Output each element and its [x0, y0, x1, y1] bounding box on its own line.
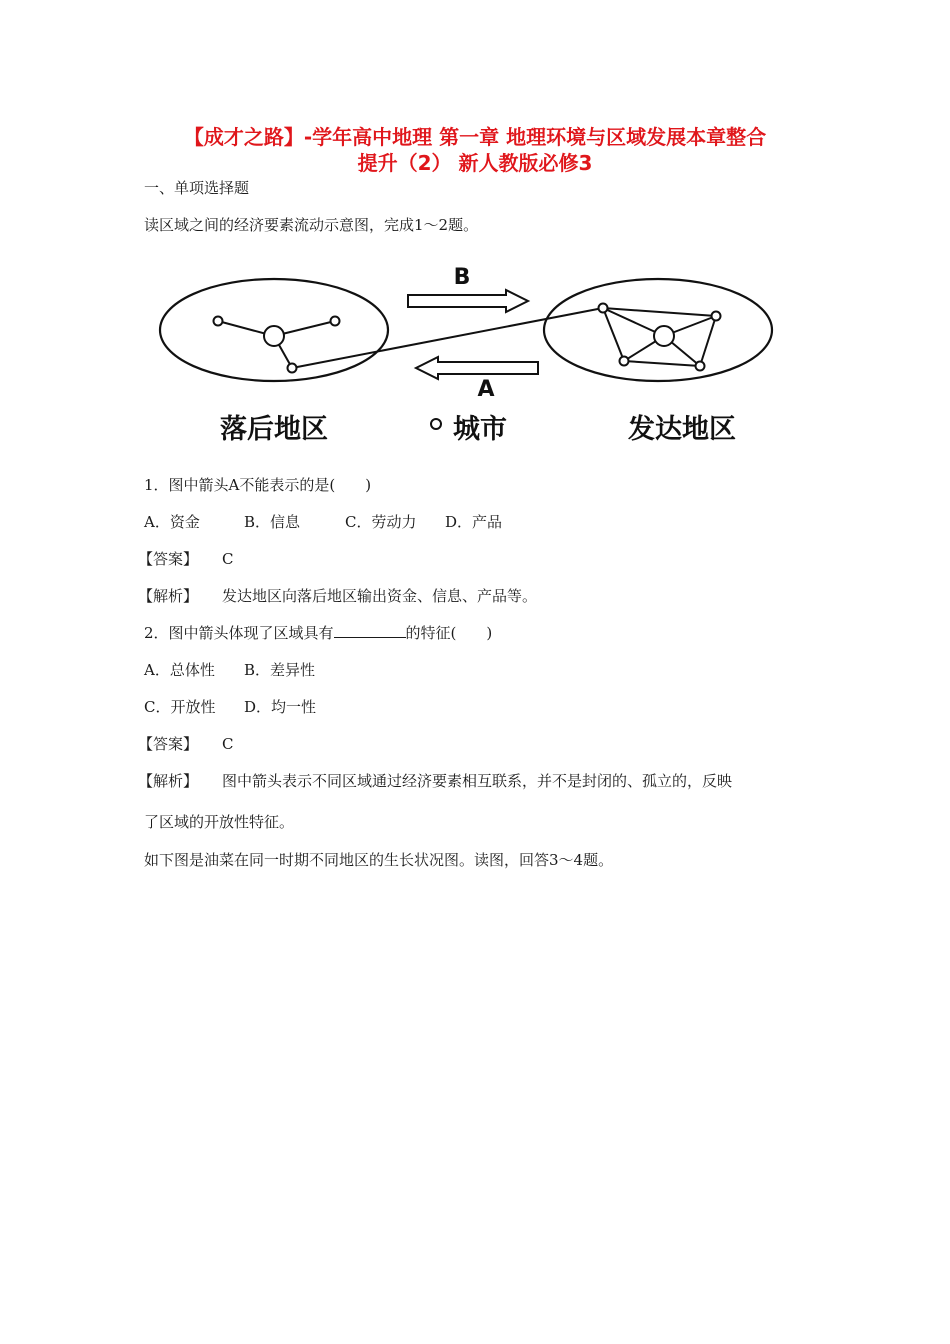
question-2-option-d: D．均一性 [244, 698, 317, 716]
answer-value: C [222, 550, 234, 568]
answer-tag: 【答案】 [138, 550, 199, 568]
question-2-stem-after: 的特征( ) [405, 624, 493, 642]
question-2-stem [144, 623, 492, 643]
question-2-analysis [138, 771, 733, 791]
question-2-stem-before: 2．图中箭头体现了区域具有 [144, 624, 334, 642]
question-1-option-d: D．产品 [445, 513, 503, 531]
analysis-tag: 【解析】 [138, 587, 199, 605]
analysis-text: 发达地区向落后地区输出资金、信息、产品等。 [222, 587, 538, 605]
question-1-option-b: B．信息 [244, 513, 301, 531]
document-title-line-1: 【成才之路】-学年高中地理 第一章 地理环境与区域发展本章整合 [183, 125, 767, 149]
city-legend-icon [431, 419, 441, 429]
question-1-answer [138, 549, 234, 569]
question-1-analysis [138, 586, 538, 606]
underdeveloped-city-network [214, 308, 604, 373]
economic-flow-diagram [150, 258, 790, 454]
arrow-a-label: A [477, 377, 495, 402]
question-2-analysis-continued: 了区域的开放性特征。 [144, 813, 295, 831]
question-1-option-c: C．劳动力 [345, 513, 417, 531]
question-intro: 读区域之间的经济要素流动示意图，完成1～2题。 [144, 216, 479, 234]
answer-tag: 【答案】 [138, 735, 199, 753]
question-2-options-row-1 [144, 660, 315, 680]
arrow-a [416, 357, 538, 379]
section-heading: 一、单项选择题 [144, 179, 250, 197]
question-1-stem: 1．图中箭头A不能表示的是( ) [144, 476, 372, 494]
developed-city-network [599, 304, 721, 371]
question-2-option-a: A．总体性 [144, 661, 215, 679]
underdeveloped-region-label: 落后地区 [220, 414, 328, 445]
next-question-intro: 如下图是油菜在同一时期不同地区的生长状况图。读图，回答3～4题。 [144, 851, 614, 869]
answer-value: C [222, 735, 234, 753]
question-1-option-a: A．资金 [144, 513, 200, 531]
city-legend-label: 城市 [453, 414, 507, 445]
document-title-line-2: 提升（2） 新人教版必修3 [357, 151, 593, 175]
analysis-tag: 【解析】 [138, 772, 199, 790]
analysis-text-line-1: 图中箭头表示不同区域通过经济要素相互联系，并不是封闭的、孤立的，反映 [222, 772, 733, 790]
arrow-b [408, 290, 528, 312]
question-2-option-b: B．差异性 [244, 661, 316, 679]
question-2-answer [138, 734, 234, 754]
developed-region-label: 发达地区 [628, 414, 736, 445]
answer-blank [334, 623, 406, 638]
question-2-options-row-2 [144, 697, 316, 717]
question-1-options [144, 512, 502, 532]
arrow-b-label: B [453, 265, 471, 290]
question-2-option-c: C．开放性 [144, 698, 216, 716]
